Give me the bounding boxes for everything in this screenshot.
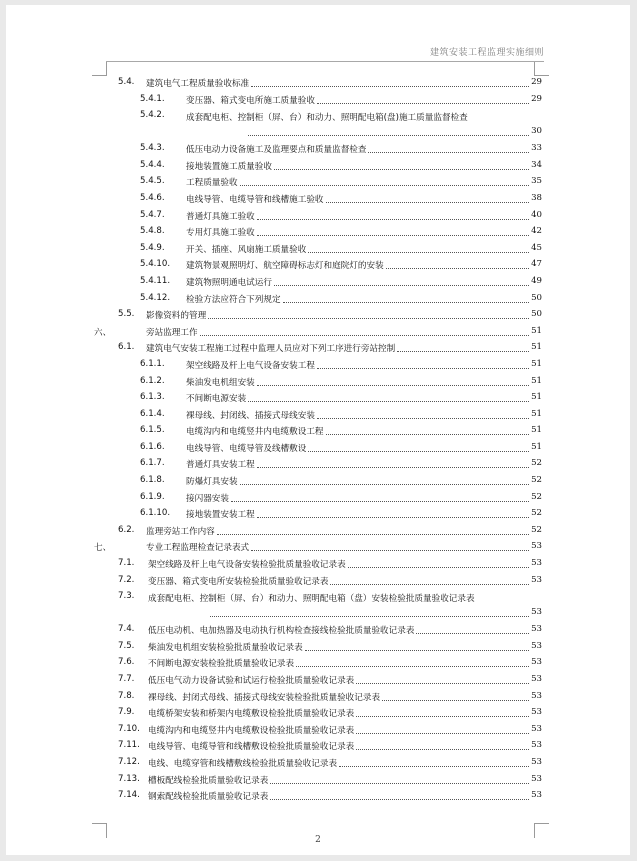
toc-entry-number: 7.12. bbox=[118, 756, 140, 767]
toc-entry-number: 7.4. bbox=[118, 624, 135, 635]
toc-entry[interactable] bbox=[6, 456, 630, 473]
toc-entry-page: 51 bbox=[531, 342, 542, 353]
toc-dot-leader bbox=[200, 335, 529, 336]
toc-entry-title: 低压电气动力设备试验和试运行检验批质量验收记录表 bbox=[148, 676, 355, 686]
toc-entry-number: 5.4.3. bbox=[140, 143, 165, 154]
toc-entry[interactable] bbox=[6, 407, 630, 424]
toc-entry[interactable] bbox=[6, 257, 630, 274]
toc-entry-page: 53 bbox=[531, 574, 542, 585]
toc-entry-number: 6.1.8. bbox=[140, 475, 165, 486]
toc-dot-leader bbox=[348, 567, 529, 568]
toc-entry-page: 53 bbox=[531, 690, 542, 701]
toc-entry[interactable] bbox=[6, 174, 630, 191]
toc-entry-title: 电线导管、电缆导管和线槽施工验收 bbox=[186, 194, 324, 205]
toc-entry-page: 47 bbox=[531, 259, 542, 270]
toc-entry-page: 34 bbox=[531, 159, 542, 170]
toc-entry[interactable] bbox=[6, 291, 630, 308]
toc-entry-page: 52 bbox=[531, 508, 542, 519]
toc-entry[interactable] bbox=[6, 689, 630, 706]
toc-entry-page: 52 bbox=[531, 524, 542, 535]
toc-dot-leader bbox=[283, 302, 530, 303]
toc-entry-title: 不间断电源安装检验批质量验收记录表 bbox=[148, 659, 295, 670]
toc-entry[interactable] bbox=[6, 191, 630, 208]
toc-entry-page: 51 bbox=[531, 441, 542, 452]
toc-dot-leader bbox=[257, 235, 529, 236]
toc-entry[interactable] bbox=[6, 772, 630, 789]
table-of-contents bbox=[6, 75, 630, 805]
toc-entry[interactable] bbox=[6, 506, 630, 523]
toc-entry-page: 45 bbox=[531, 242, 542, 253]
toc-entry[interactable] bbox=[6, 340, 630, 357]
toc-entry-title: 裸母线、封闭式母线、插接式母线安装检验批质量验收记录表 bbox=[148, 692, 381, 703]
toc-entry-title: 变压器、箱式变电所施工质量验收 bbox=[186, 95, 315, 106]
toc-entry-title: 普通灯具施工验收 bbox=[186, 211, 255, 222]
toc-entry-number: 6.2. bbox=[118, 524, 135, 535]
toc-entry[interactable] bbox=[6, 622, 630, 639]
toc-entry-number: 5.4.7. bbox=[140, 209, 165, 220]
crop-mark-top-right bbox=[534, 61, 549, 76]
toc-entry[interactable] bbox=[6, 473, 630, 490]
toc-entry[interactable] bbox=[6, 755, 630, 772]
toc-dot-leader bbox=[305, 650, 529, 651]
toc-entry-page: 51 bbox=[531, 392, 542, 403]
toc-entry-page: 53 bbox=[531, 723, 542, 734]
toc-entry[interactable] bbox=[6, 307, 630, 324]
toc-dot-leader bbox=[326, 434, 530, 435]
toc-entry-page: 30 bbox=[531, 126, 542, 137]
toc-entry-title: 检验方法应符合下列规定 bbox=[186, 294, 281, 305]
toc-entry-number: 七、 bbox=[94, 543, 112, 554]
toc-entry-title: 槽板配线检验批质量验收记录表 bbox=[148, 775, 269, 786]
toc-entry-number: 5.5. bbox=[118, 309, 135, 320]
toc-entry-page: 53 bbox=[531, 773, 542, 784]
toc-dot-leader bbox=[339, 766, 529, 767]
toc-entry[interactable] bbox=[6, 722, 630, 739]
toc-entry-title: 建筑物景观照明灯、航空障碍标志灯和庭院灯的安装 bbox=[186, 261, 384, 272]
toc-entry[interactable] bbox=[6, 390, 630, 407]
toc-dot-leader bbox=[248, 401, 529, 402]
toc-dot-leader bbox=[231, 501, 529, 502]
toc-entry[interactable] bbox=[6, 573, 630, 590]
toc-dot-leader bbox=[317, 418, 529, 419]
toc-entry-title: 监理旁站工作内容 bbox=[146, 526, 215, 537]
toc-entry-page: 53 bbox=[531, 790, 542, 801]
crop-mark-top-left bbox=[92, 61, 107, 76]
toc-dot-leader bbox=[308, 252, 529, 253]
toc-entry-page: 42 bbox=[531, 226, 542, 237]
toc-dot-leader bbox=[240, 484, 529, 485]
toc-dot-leader bbox=[317, 103, 529, 104]
toc-dot-leader bbox=[257, 219, 529, 220]
toc-dot-leader bbox=[308, 451, 529, 452]
toc-entry[interactable] bbox=[6, 141, 630, 158]
toc-entry[interactable] bbox=[6, 705, 630, 722]
toc-entry[interactable] bbox=[6, 208, 630, 225]
toc-entry[interactable] bbox=[6, 324, 630, 341]
header-rule bbox=[106, 61, 544, 62]
toc-dot-leader bbox=[257, 467, 529, 468]
toc-entry-number: 7.1. bbox=[118, 558, 135, 569]
toc-entry-number: 6.1.7. bbox=[140, 458, 165, 469]
toc-entry-page: 52 bbox=[531, 475, 542, 486]
toc-entry[interactable] bbox=[6, 672, 630, 689]
toc-dot-leader bbox=[274, 169, 529, 170]
toc-entry-title: 电缆沟内和电缆竖井内电缆敷设检验批质量验收记录表 bbox=[148, 725, 355, 736]
toc-entry-page: 52 bbox=[531, 491, 542, 502]
toc-entry-page: 53 bbox=[531, 541, 542, 552]
toc-entry-number: 6.1.5. bbox=[140, 425, 165, 436]
toc-entry-page: 53 bbox=[531, 674, 542, 684]
toc-entry-title: 建筑电气工程质量验收标准 bbox=[146, 79, 250, 89]
toc-entry-number: 6.1.10. bbox=[140, 508, 171, 519]
toc-entry-number: 六、 bbox=[94, 327, 112, 338]
toc-entry-title: 架空线路及杆上电气设备安装检验批质量验收记录表 bbox=[148, 560, 346, 571]
toc-entry[interactable] bbox=[6, 539, 630, 556]
toc-entry[interactable] bbox=[6, 108, 630, 141]
toc-entry-title: 柴油发电机组安装 bbox=[186, 377, 255, 388]
toc-dot-leader bbox=[330, 584, 529, 585]
toc-entry[interactable] bbox=[6, 556, 630, 573]
toc-dot-leader bbox=[326, 202, 530, 203]
toc-dot-leader bbox=[251, 86, 529, 87]
toc-entry-title: 接地装置安装工程 bbox=[186, 510, 255, 521]
toc-entry[interactable] bbox=[6, 738, 630, 755]
toc-entry-number: 5.4.5. bbox=[140, 176, 165, 187]
toc-dot-leader bbox=[251, 550, 529, 551]
toc-entry-title: 专用灯具施工验收 bbox=[186, 228, 255, 239]
toc-dot-leader bbox=[296, 666, 529, 667]
toc-entry-title: 成套配电柜、控制柜（屏、台）和动力、照明配电箱（盘）安装检验批质量验收记录表 bbox=[148, 594, 475, 605]
toc-entry-number: 7.13. bbox=[118, 773, 140, 784]
toc-entry[interactable] bbox=[6, 75, 630, 92]
toc-entry-title: 电线导管、电缆导管和线槽敷设检验批质量验收记录表 bbox=[148, 742, 355, 753]
toc-entry-number: 6.1.9. bbox=[140, 491, 165, 502]
toc-dot-leader bbox=[270, 799, 529, 800]
toc-entry-title: 接地装置施工质量验收 bbox=[186, 161, 272, 172]
toc-dot-leader bbox=[356, 749, 529, 750]
toc-entry-page: 33 bbox=[531, 143, 542, 154]
toc-entry-number: 5.4.10. bbox=[140, 259, 171, 270]
toc-entry-number: 5.4.6. bbox=[140, 192, 165, 203]
toc-entry-page: 52 bbox=[531, 458, 542, 469]
toc-entry-number: 6.1.6. bbox=[140, 441, 165, 452]
toc-entry[interactable] bbox=[6, 241, 630, 258]
toc-entry[interactable] bbox=[6, 374, 630, 391]
toc-entry-title: 接闪器安装 bbox=[186, 493, 229, 504]
toc-dot-leader bbox=[416, 633, 529, 634]
toc-entry-title: 电线导管、电缆导管及线槽敷设 bbox=[186, 443, 307, 454]
toc-dot-leader bbox=[274, 285, 529, 286]
toc-entry-number: 6.1.4. bbox=[140, 408, 165, 419]
toc-entry[interactable] bbox=[6, 357, 630, 374]
toc-entry-number: 5.4.1. bbox=[140, 93, 165, 104]
toc-entry-page: 49 bbox=[531, 275, 542, 286]
toc-entry[interactable] bbox=[6, 440, 630, 457]
toc-entry-title: 变压器、箱式变电所安装检验批质量验收记录表 bbox=[148, 576, 329, 587]
toc-entry-title: 架空线路及杆上电气设备安装工程 bbox=[186, 360, 315, 371]
toc-dot-leader bbox=[217, 534, 529, 535]
toc-entry-number: 7.3. bbox=[118, 591, 135, 602]
toc-entry-title: 防爆灯具安装 bbox=[186, 477, 238, 488]
toc-dot-leader bbox=[382, 700, 529, 701]
document-page bbox=[6, 5, 630, 855]
toc-entry-number: 5.4.12. bbox=[140, 292, 171, 303]
toc-entry-page: 53 bbox=[531, 740, 542, 751]
toc-entry-title: 电缆桥架安装和桥架内电缆敷设检验批质量验收记录表 bbox=[148, 709, 355, 720]
toc-entry-page: 53 bbox=[531, 756, 542, 767]
toc-entry-number: 5.4.8. bbox=[140, 226, 165, 237]
toc-entry-page: 51 bbox=[531, 375, 542, 386]
toc-entry[interactable] bbox=[6, 490, 630, 507]
toc-entry-page: 53 bbox=[531, 607, 542, 618]
toc-entry-number: 7.6. bbox=[118, 657, 135, 668]
toc-entry[interactable] bbox=[6, 788, 630, 805]
toc-entry-page: 53 bbox=[531, 558, 542, 569]
toc-entry-title: 工程质量验收 bbox=[186, 178, 238, 189]
toc-entry-title: 电缆沟内和电缆竖井内电缆敷设工程 bbox=[186, 427, 324, 438]
toc-entry[interactable] bbox=[6, 639, 630, 656]
toc-entry-page: 51 bbox=[531, 358, 542, 369]
toc-entry[interactable] bbox=[6, 423, 630, 440]
toc-entry-page: 51 bbox=[531, 425, 542, 436]
toc-entry-title: 裸母线、封闭线、插接式母线安装 bbox=[186, 410, 315, 421]
toc-entry-page: 53 bbox=[531, 707, 542, 718]
toc-entry-page: 38 bbox=[531, 192, 542, 203]
toc-entry-title: 专业工程监理检查记录表式 bbox=[146, 543, 250, 554]
toc-entry-number: 6.1.1. bbox=[140, 358, 165, 369]
toc-dot-leader bbox=[210, 616, 529, 617]
toc-entry-page: 51 bbox=[531, 325, 542, 336]
toc-entry-page: 29 bbox=[531, 77, 542, 87]
toc-entry[interactable] bbox=[6, 655, 630, 672]
toc-entry-title: 柴油发电机组安装检验批质量验收记录表 bbox=[148, 642, 303, 653]
toc-entry[interactable] bbox=[6, 274, 630, 291]
toc-entry-title: 成套配电柜、控制柜（屏、台）和动力、照明配电箱(盘)施工质量监督检查 bbox=[186, 113, 468, 124]
toc-entry-number: 7.5. bbox=[118, 640, 135, 651]
toc-entry-number: 6.1.2. bbox=[140, 375, 165, 386]
toc-entry[interactable] bbox=[6, 92, 630, 109]
toc-dot-leader bbox=[397, 351, 529, 352]
toc-dot-leader bbox=[248, 135, 529, 136]
toc-entry-title: 建筑电气安装工程施工过程中监理人员应对下列工序进行旁站控制 bbox=[146, 344, 396, 355]
header-title: 建筑安装工程监理实施细则 bbox=[429, 48, 544, 58]
toc-entry-number: 7.2. bbox=[118, 574, 135, 585]
toc-dot-leader bbox=[317, 368, 529, 369]
toc-entry-title: 开关、插座、风扇施工质量验收 bbox=[186, 244, 307, 255]
toc-entry-title: 低压电动机、电加热器及电动执行机构检查接线检验批质量验收记录表 bbox=[148, 626, 415, 637]
toc-entry-page: 53 bbox=[531, 657, 542, 668]
toc-entry-number: 6.1.3. bbox=[140, 392, 165, 403]
toc-entry[interactable] bbox=[6, 224, 630, 241]
toc-dot-leader bbox=[386, 268, 529, 269]
toc-entry-page: 53 bbox=[531, 624, 542, 635]
toc-entry-number: 7.9. bbox=[118, 707, 135, 718]
toc-dot-leader bbox=[257, 385, 529, 386]
toc-entry-page: 29 bbox=[531, 93, 542, 104]
toc-entry-number: 5.4.2. bbox=[140, 110, 165, 121]
toc-dot-leader bbox=[208, 318, 529, 319]
toc-dot-leader bbox=[368, 152, 529, 153]
toc-entry-page: 51 bbox=[531, 408, 542, 419]
toc-dot-leader bbox=[270, 783, 529, 784]
toc-entry[interactable] bbox=[6, 158, 630, 175]
toc-dot-leader bbox=[356, 683, 529, 684]
toc-entry-title: 建筑物照明通电试运行 bbox=[186, 277, 272, 288]
toc-entry-number: 5.4.4. bbox=[140, 159, 165, 170]
toc-dot-leader bbox=[356, 716, 529, 717]
toc-entry-title: 旁站监理工作 bbox=[146, 327, 198, 338]
toc-entry[interactable] bbox=[6, 523, 630, 540]
toc-entry-number: 7.10. bbox=[118, 723, 140, 734]
toc-entry-number: 7.8. bbox=[118, 690, 135, 701]
toc-entry-number: 7.14. bbox=[118, 790, 140, 801]
toc-entry-page: 50 bbox=[531, 309, 542, 320]
page-number: 2 bbox=[315, 835, 321, 845]
toc-entry-number: 5.4. bbox=[118, 77, 135, 87]
toc-entry-number: 7.7. bbox=[118, 674, 135, 684]
toc-entry-number: 7.11. bbox=[118, 740, 140, 751]
toc-entry-number: 5.4.9. bbox=[140, 242, 165, 253]
toc-dot-leader bbox=[257, 517, 529, 518]
toc-entry-title: 钢索配线检验批质量验收记录表 bbox=[148, 792, 269, 803]
toc-entry-page: 40 bbox=[531, 209, 542, 220]
toc-entry-number: 6.1. bbox=[118, 342, 135, 353]
toc-entry-title: 普通灯具安装工程 bbox=[186, 460, 255, 471]
toc-entry-page: 53 bbox=[531, 640, 542, 651]
toc-entry-page: 35 bbox=[531, 176, 542, 187]
toc-entry-title: 低压电动力设备施工及监理要点和质量监督检查 bbox=[186, 145, 367, 156]
toc-entry-title: 不间断电源安装 bbox=[186, 394, 247, 405]
toc-entry[interactable] bbox=[6, 589, 630, 622]
toc-entry-title: 影像资料的管理 bbox=[146, 311, 207, 322]
toc-entry-number: 5.4.11. bbox=[140, 275, 171, 286]
toc-dot-leader bbox=[240, 185, 529, 186]
toc-entry-title: 电线、电缆穿管和线槽敷线检验批质量验收记录表 bbox=[148, 758, 338, 769]
toc-dot-leader bbox=[356, 733, 529, 734]
toc-entry-page: 50 bbox=[531, 292, 542, 303]
